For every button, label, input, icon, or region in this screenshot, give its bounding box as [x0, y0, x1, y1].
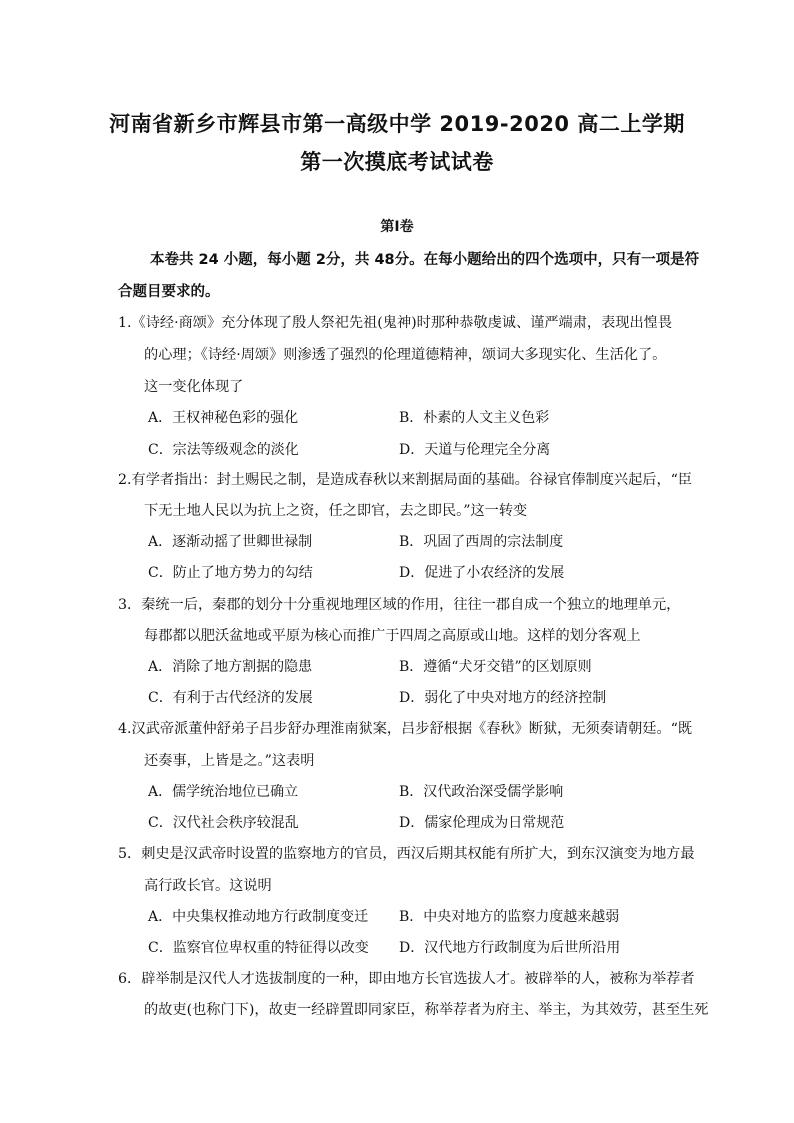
question-1-option-a: A．王权神秘色彩的强化: [148, 410, 299, 426]
exam-subtitle: 第一次摸底考试试卷: [300, 150, 494, 174]
question-5-option-d: D．汉代地方行政制度为后世所沿用: [399, 940, 621, 956]
question-1-stem-cont: 这一变化体现了: [144, 379, 244, 395]
question-3-option-c: C．有利于古代经济的发展: [148, 690, 313, 706]
exam-title: 河南省新乡市辉县市第一高级中学 2019-2020 高二上学期: [109, 112, 685, 136]
question-5-option-b: B．中央对地方的监察力度越来越弱: [399, 909, 620, 925]
question-3-option-b: B．遵循“犬牙交错”的区划原则: [399, 659, 592, 675]
question-6-stem-cont: 的故吏(也称门下)，故吏一经辟置即同家臣，称举荐者为府主、举主，为其效劳，甚至生死: [144, 1002, 709, 1018]
question-3-stem: 3．秦统一后，秦郡的划分十分重视地理区域的作用，往往一郡自成一个独立的地理单元，: [118, 597, 681, 613]
question-1-option-c: C．宗法等级观念的淡化: [148, 442, 299, 458]
question-4-option-a: A．儒学统治地位已确立: [148, 784, 299, 800]
question-5-stem-cont: 高行政长官。这说明: [144, 878, 272, 894]
question-4-stem-cont: 还奏事，上皆是之。”这表明: [144, 753, 315, 769]
question-1-stem: 1.《诗经·商颂》充分体现了殷人祭祀先祖(鬼神)时那种恭敬虔诚、谨严端肃，表现出惶畏: [118, 315, 673, 331]
question-6-stem: 6．辟举制是汉代人才选拔制度的一种，即由地方长官选拔人才。被辟举的人，被称为举荐者: [118, 971, 695, 987]
instructions-line-2: 合题目要求的。: [118, 284, 220, 300]
question-2-stem-cont: 下无土地人民以为抗上之资，任之即官，去之即民。”这一转变: [144, 503, 528, 519]
question-3-stem-cont: 每郡都以肥沃盆地或平原为核心而推广于四周之高原或山地。这样的划分客观上: [144, 628, 641, 644]
question-1-option-d: D．天道与伦理完全分离: [399, 442, 551, 458]
question-5-stem: 5．刺史是汉武帝时设置的监察地方的官员，西汉后期其权能有所扩大，到东汉演变为地方最: [118, 846, 695, 862]
question-1-option-b: B．朴素的人文主义色彩: [399, 410, 550, 426]
question-4-option-c: C．汉代社会秩序较混乱: [148, 815, 299, 831]
question-3-option-a: A．消除了地方割据的隐患: [148, 659, 313, 675]
question-5-option-a: A．中央集权推动地方行政制度变迁: [148, 909, 369, 925]
question-2-option-a: A．逐渐动摇了世卿世禄制: [148, 534, 313, 550]
question-2-option-d: D．促进了小农经济的发展: [399, 565, 565, 581]
question-2-option-c: C．防止了地方势力的勾结: [148, 565, 313, 581]
question-4-option-b: B．汉代政治深受儒学影响: [399, 784, 564, 800]
question-4-option-d: D．儒家伦理成为日常规范: [399, 815, 565, 831]
question-2-stem: 2.有学者指出：封土赐民之制，是造成春秋以来割据局面的基础。谷禄官俸制度兴起后，“臣: [118, 472, 693, 488]
question-1-stem-cont: 的心理；《诗经·周颂》则渗透了强烈的伦理道德精神，颂词大多现实化、生活化了。: [144, 347, 667, 363]
question-2-option-b: B．巩固了西周的宗法制度: [399, 534, 564, 550]
question-4-stem: 4.汉武帝派董仲舒弟子吕步舒办理淮南狱案，吕步舒根据《春秋》断狱，无须奏请朝廷。“既: [118, 721, 693, 737]
section-heading: 第Ⅰ卷: [380, 219, 414, 235]
instructions-line-1: 本卷共 24 小题，每小题 2分，共 48分。在每小题给出的四个选项中，只有一项是符: [150, 252, 700, 268]
question-3-option-d: D．弱化了中央对地方的经济控制: [399, 690, 607, 706]
question-5-option-c: C．监察官位卑权重的特征得以改变: [148, 940, 369, 956]
